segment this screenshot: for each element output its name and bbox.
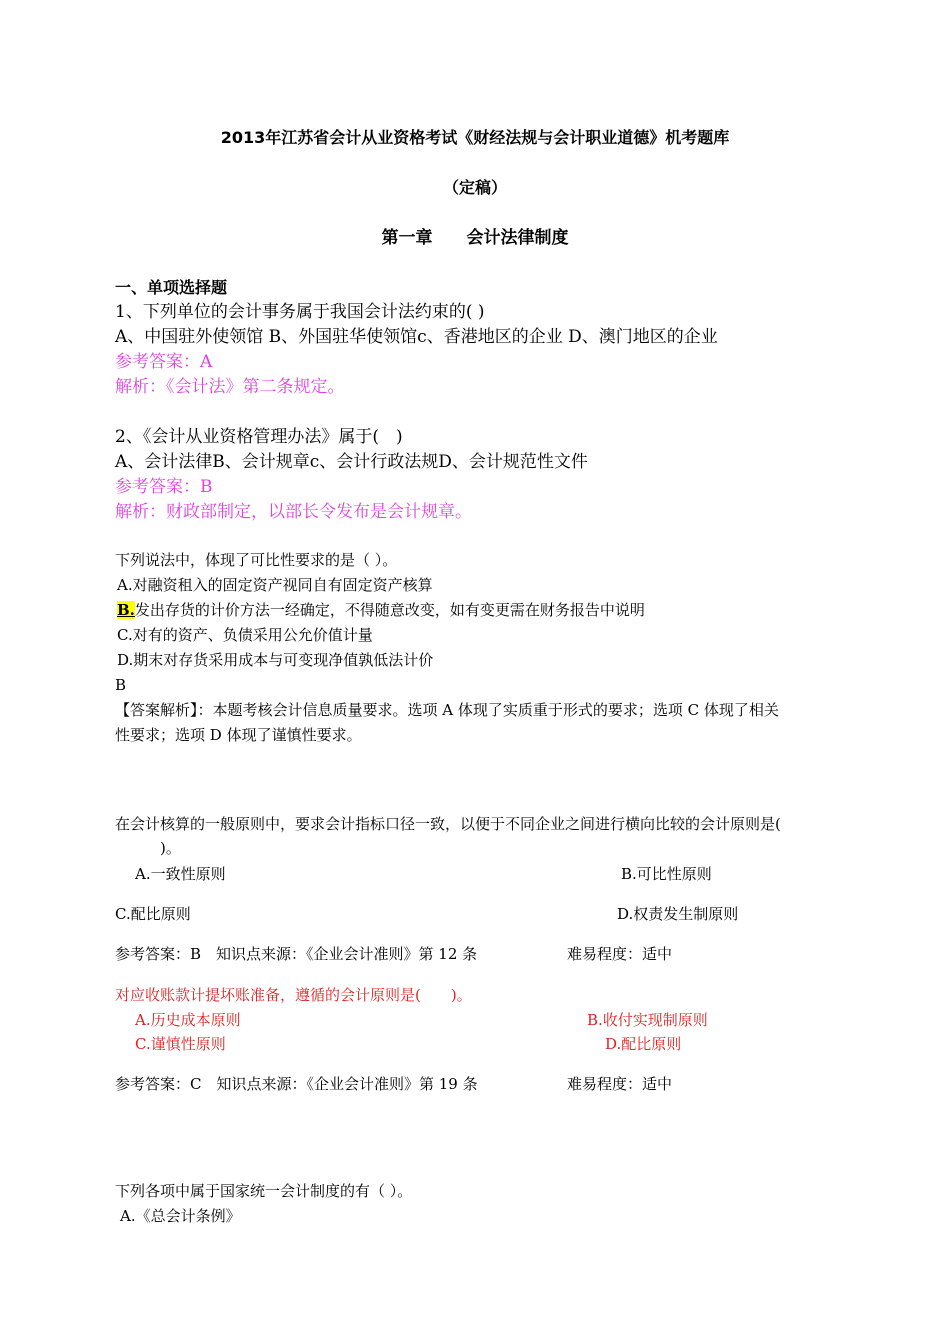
question-stem: 1、下列单位的会计事务属于我国会计法约束的( )	[115, 302, 485, 322]
question-options: A、会计法律B、会计规章c、会计行政法规D、会计规范性文件	[115, 452, 588, 472]
option-a: A.历史成本原则	[135, 1011, 241, 1029]
option-a: A.《总会计条例》	[120, 1207, 241, 1225]
document-title: 2013年江苏省会计从业资格考试《财经法规与会计职业道德》机考题库	[220, 128, 730, 147]
option-b: B.收付实现制原则	[587, 1011, 708, 1029]
option-a: A.对融资租入的固定资产视同自有固定资产核算	[117, 576, 433, 594]
analysis-text: 解析：财政部制定，以部长令发布是会计规章。	[115, 502, 472, 522]
analysis-line-1: 【答案解析】：本题考核会计信息质量要求。选项 A 体现了实质重于形式的要求；选项 C 体现了相关	[115, 701, 779, 719]
answer-source: 参考答案：C 知识点来源：《企业会计准则》第 19 条	[115, 1075, 478, 1093]
difficulty: 难易程度：适中	[567, 1075, 673, 1093]
answer-text: B	[115, 676, 127, 694]
document-subtitle: （定稿）	[442, 178, 507, 197]
answer-source: 参考答案：B 知识点来源：《企业会计准则》第 12 条	[115, 945, 478, 963]
answer-text: 参考答案：B	[115, 477, 213, 497]
question-stem: 对应收账款计提坏账准备，遵循的会计原则是( )。	[115, 986, 472, 1004]
question-stem-line-2: )。	[160, 839, 181, 857]
question-stem-line-1: 在会计核算的一般原则中，要求会计指标口径一致，以便于不同企业之间进行横向比较的会计原则是(	[115, 815, 781, 833]
section-heading: 一、单项选择题	[115, 278, 228, 297]
option-d: D.期末对存货采用成本与可变现净值孰低法计价	[117, 651, 434, 669]
question-stem: 下列各项中属于国家统一会计制度的有（ ）。	[115, 1182, 413, 1200]
option-a: A.一致性原则	[135, 865, 226, 883]
option-b	[117, 601, 645, 619]
option-c: C.配比原则	[115, 905, 191, 923]
option-c: C.谨慎性原则	[135, 1035, 226, 1053]
analysis-text: 解析：《会计法》第二条规定。	[115, 377, 345, 397]
question-stem: 下列说法中，体现了可比性要求的是（ ）。	[115, 551, 398, 569]
chapter-heading: 第一章 会计法律制度	[381, 228, 569, 248]
difficulty: 难易程度：适中	[567, 945, 673, 963]
option-d: D.配比原则	[605, 1035, 682, 1053]
option-b: B.可比性原则	[621, 865, 712, 883]
option-b-letter: B.	[117, 601, 135, 619]
option-d: D.权责发生制原则	[617, 905, 739, 923]
option-b-text: 发出存货的计价方法一经确定，不得随意改变，如有变更需在财务报告中说明	[134, 601, 645, 619]
question-options: A、中国驻外使领馆 B、外国驻华使领馆c、香港地区的企业 D、澳门地区的企业	[115, 327, 718, 347]
question-stem: 2、《会计从业资格管理办法》属于( )	[115, 427, 403, 447]
option-c: C.对有的资产、负债采用公允价值计量	[117, 626, 373, 644]
analysis-line-2: 性要求；选项 D 体现了谨慎性要求。	[115, 726, 362, 744]
answer-text: 参考答案：A	[115, 352, 213, 372]
